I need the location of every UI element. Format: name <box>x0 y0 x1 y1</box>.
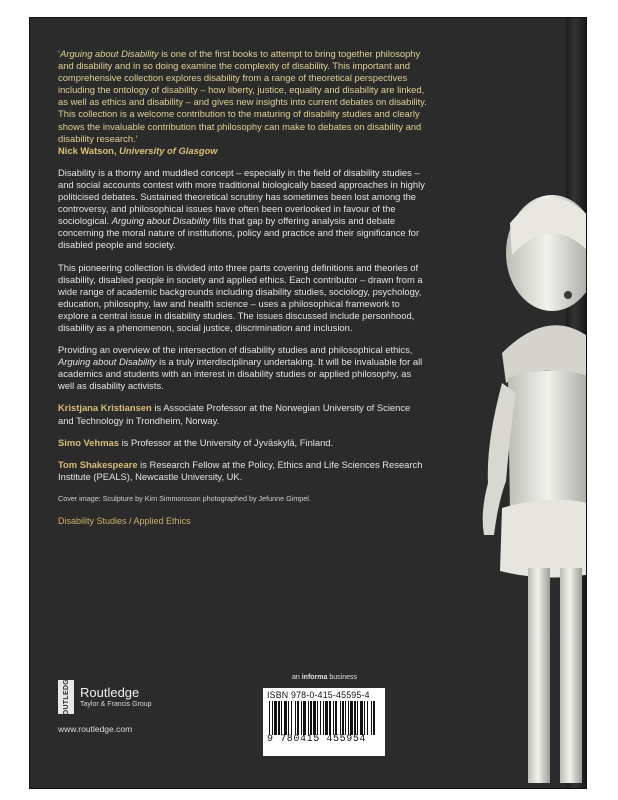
quote-author: Nick Watson, <box>58 144 120 156</box>
barcode-bars <box>267 701 381 735</box>
informa-business-tag: an informa business <box>292 674 357 681</box>
routledge-logo-icon: ROUTLEDGE <box>58 680 74 714</box>
editor-bio: Kristjana Kristiansen is Associate Professor at the Norwegian University of Science and Technology in Trondheim, Norway. <box>58 402 411 426</box>
book-back-cover <box>30 18 586 788</box>
subject-categories: Disability Studies / Applied Ethics <box>58 516 191 526</box>
editor-name: Tom Shakespeare <box>58 458 138 470</box>
isbn-number: ISBN 978-0-415-45595-4 <box>267 690 370 700</box>
publisher-group: Taylor & Francis Group <box>80 700 152 708</box>
editor-name: Simo Vehmas <box>58 436 119 448</box>
endorsement-quote: ‘Arguing about Disability is one of the first books to attempt to bring together philosophy and disability and in so doing examine the complexity of disability. This important and comprehensive collection explores disability from a range of theoretical perspectives including the ontology of disability – how liberty, justice, equality and disability are linked, as well as ethics and disability – and gives new insights into current debates on disability. This collection is a welcome contribution to the maturing of disability studies and clearly shows the invaluable contribution that philosophy can make to debates on disability and disability research.’ Nick Watson, University of Glasgow <box>58 48 427 156</box>
description-paragraph-3: Providing an overview of the intersection of disability studies and philosophical ethics, Arguing about Disability is a truly interdisciplinary undertaking. It will be invaluable for all academics and students with an interest in disability studies or applied philosophy, as well as disability activists. <box>58 344 423 392</box>
publisher-logo <box>58 673 152 721</box>
quote-book-title: Arguing about Disability <box>60 48 159 59</box>
cover-image-credit: Cover image: Sculpture by Kim Simmonsson photographed by Jefunne Gimpel. <box>58 493 311 503</box>
barcode-label <box>263 688 385 756</box>
description-paragraph-2: This pioneering collection is divided into three parts covering definitions and theories of disability, disabled people in society and applied ethics. Each contributor – drawn from a wide range of academic backgrounds including disability studies, sociology, psychology, education, philosophy, law and health science – uses a philosophical framework to explore a central issue in disability studies. The issues discussed include personhood, disability as a phenomenon, social justice, discrimination and inclusion. <box>58 261 423 333</box>
ean-number: 9 780415 455954 <box>267 734 367 745</box>
editor-bio: Tom Shakespeare is Research Fellow at the Policy, Ethics and Life Sciences Research Institute (PEALS), Newcastle University, UK. <box>58 458 423 482</box>
editor-bio: Simo Vehmas is Professor at the University of Jyväskylä, Finland. <box>58 436 334 448</box>
quote-affiliation: University of Glasgow <box>119 144 218 156</box>
editor-name: Kristjana Kristiansen <box>58 402 152 414</box>
sculpture-image <box>440 183 586 783</box>
publisher-name: Routledge <box>80 684 140 700</box>
blurb-column <box>58 48 428 527</box>
description-paragraph-1: Disability is a thorny and muddled concept – especially in the field of disability studies – and social accounts contest with more traditional biologically based approaches in highly politicised debates. Sustained theoretical scrutiny has sometimes been lost among the controversy, and philosophical issues have often been overlooked in favour of the sociological. Arguing about Disability fills that gap by offering analysis and debate concerning the moral nature of institutions, policy and practice and their significance for disabled people and society. <box>58 166 425 251</box>
quote-text: is one of the first books to attempt to bring together philosophy and disability and in so doing examine the complexity of disability. This important and comprehensive collection explores disability from a range of theoretical perspectives including the ontology of disability – how liberty, justice, equality and disability are linked, as well as ethics and disability – and gives new insights into current debates on disability. This collection is a welcome contribution to the maturing of disability studies and clearly shows the invaluable contribution that philosophy can make to debates on disability and disability research.’ <box>58 48 427 144</box>
publisher-url: www.routledge.com <box>58 724 133 734</box>
